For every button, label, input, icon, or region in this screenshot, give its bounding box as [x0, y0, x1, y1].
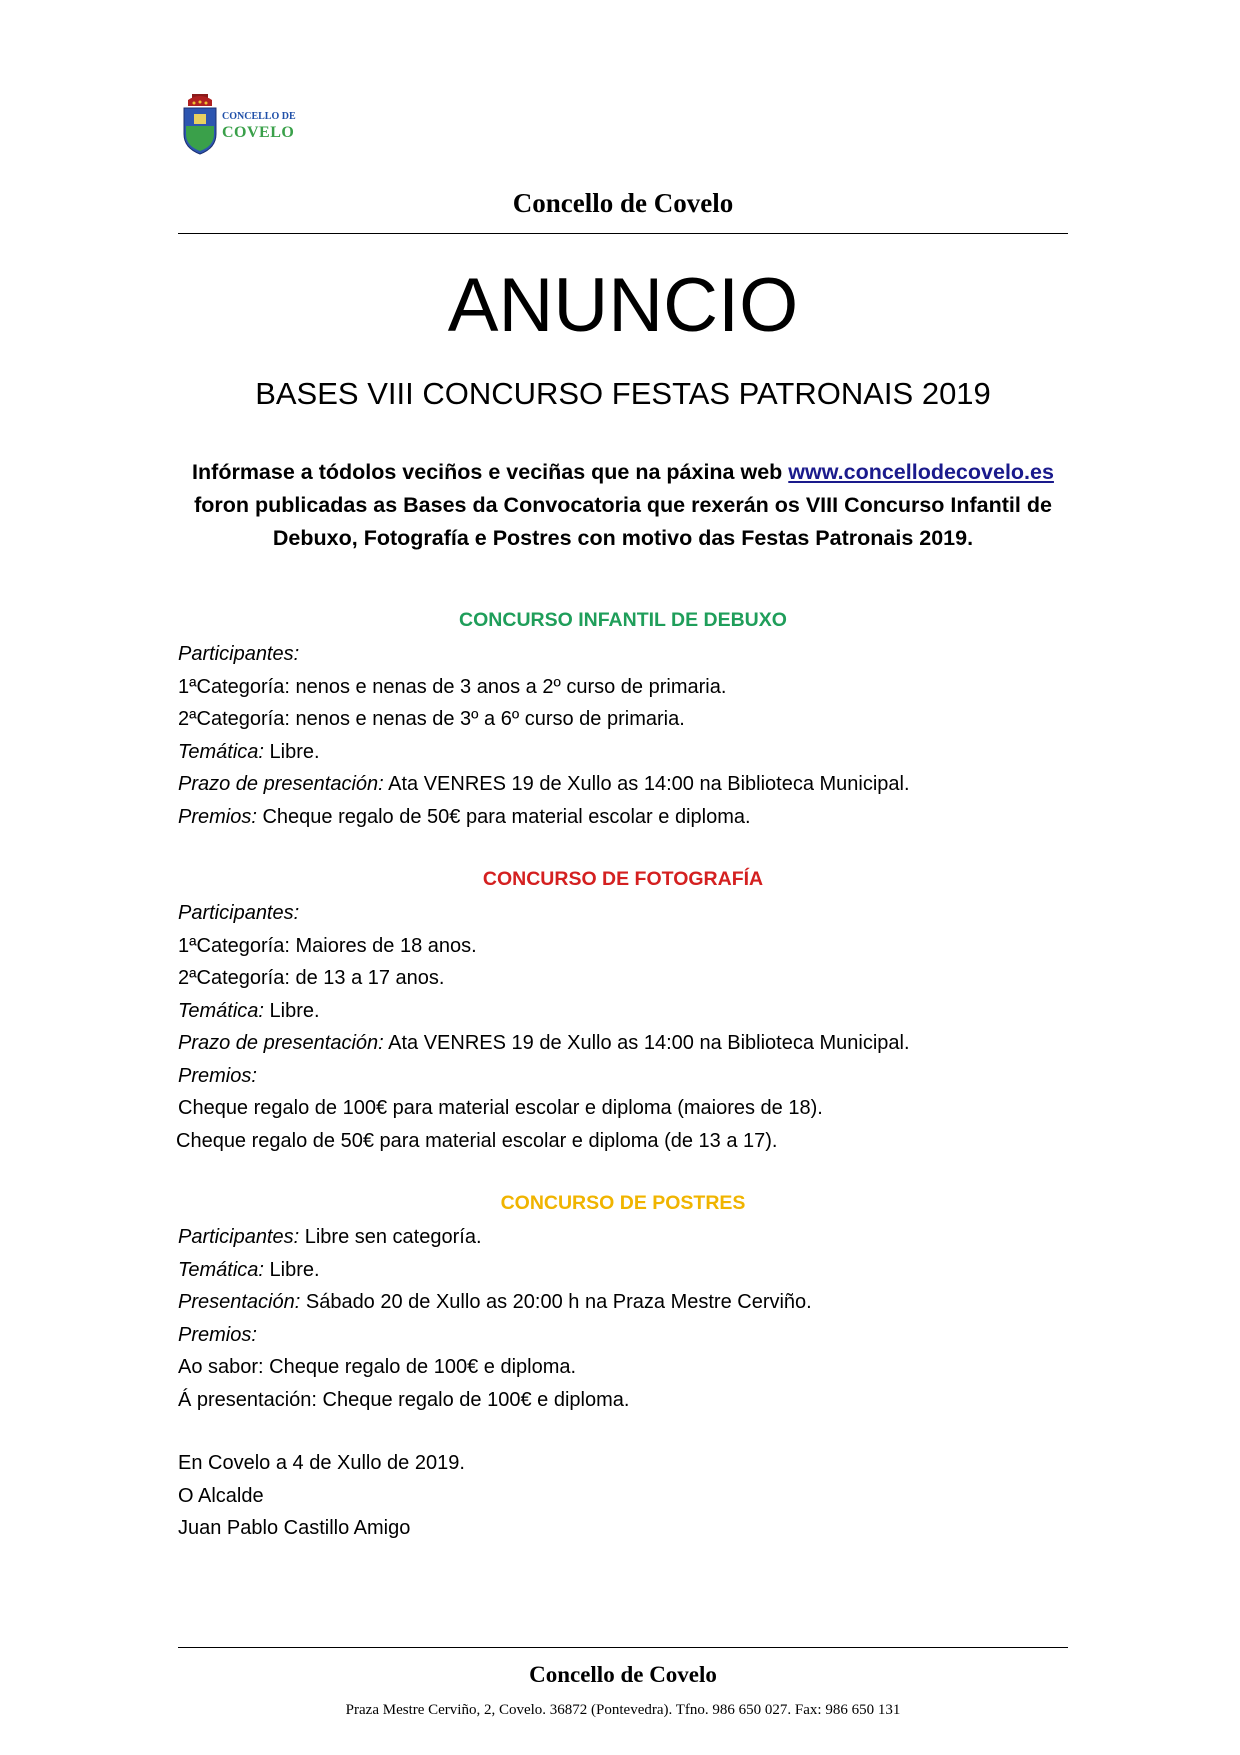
premio-2: Á presentación: Cheque regalo de 100€ e diploma. [178, 1388, 630, 1411]
tematica-label: Temática: [178, 740, 264, 763]
tematica-label: Temática: [178, 1258, 264, 1281]
website-link[interactable]: www.concellodecovelo.es [788, 460, 1054, 484]
presentacion-label: Presentación: [178, 1291, 301, 1313]
footer-address: Praza Mestre Cerviño, 2, Covelo. 36872 (Pontevedra). Tfno. 986 650 027. Fax: 986 650 131 [345, 1702, 901, 1718]
coat-of-arms-icon [180, 92, 220, 156]
premio-1: Cheque regalo de 100€ para material escolar e diploma (maiores de 18). [178, 1097, 823, 1119]
intro-text-end: foron publicadas as Bases da Convocatoria que rexerán os VIII Concurso Infantil de Debuxo, Fotografía e Postres con motivo das Festas Patronais 2019. [194, 493, 1052, 550]
footer-title: Concello de Covelo [529, 1662, 717, 1687]
participantes-label: Participantes: [178, 643, 300, 665]
premios-label: Premios: [178, 805, 257, 828]
section-body-postres [178, 1221, 1068, 1416]
tematica-label: Temática: [178, 999, 264, 1022]
premios-value: Cheque regalo de 50€ para material escolar e diploma. [256, 805, 751, 828]
header-title: Concello de Covelo [512, 188, 734, 218]
logo-text [222, 112, 296, 141]
tematica-value: Libre. [263, 740, 320, 763]
intro-text-start: Infórmase a tódolos veciños e veciñas que na páxina web [192, 460, 789, 484]
section-body-fotografia [178, 897, 1068, 1157]
category-1: 1ªCategoría: Maiores de 18 anos. [178, 934, 477, 957]
participantes-label: Participantes: [178, 902, 300, 924]
prazo-label: Prazo de presentación: [178, 773, 384, 795]
category-2: 2ªCategoría: de 13 a 17 anos. [178, 967, 445, 989]
page-subtitle: BASES VIII CONCURSO FESTAS PATRONAIS 2019 [255, 376, 991, 411]
header-divider [178, 233, 1068, 234]
category-1: 1ªCategoría: nenos e nenas de 3 anos a 2º curso de primaria. [178, 675, 727, 698]
intro-paragraph [178, 456, 1068, 555]
section-title-debuxo: CONCURSO INFANTIL DE DEBUXO [459, 609, 787, 631]
signature-date: En Covelo a 4 de Xullo de 2019. [178, 1452, 465, 1474]
premio-1: Ao sabor: Cheque regalo de 100€ e diploma. [178, 1356, 577, 1378]
page-title: ANUNCIO [447, 263, 799, 348]
signature-name: Juan Pablo Castillo Amigo [178, 1517, 411, 1539]
logo-line2: COVELO [222, 124, 295, 141]
prazo-value: Ata VENRES 19 de Xullo as 14:00 na Biblioteca Municipal. [383, 1032, 910, 1054]
participantes-value: Libre sen categoría. [299, 1226, 482, 1248]
tematica-value: Libre. [263, 999, 320, 1022]
prazo-label: Prazo de presentación: [178, 1032, 384, 1054]
logo-line1: CONCELLO DE [222, 111, 296, 122]
premio-2: Cheque regalo de 50€ para material escolar e diploma (de 13 a 17). [176, 1129, 778, 1152]
prazo-value: Ata VENRES 19 de Xullo as 14:00 na Biblioteca Municipal. [383, 773, 910, 795]
presentacion-value: Sábado 20 de Xullo as 20:00 h na Praza Mestre Cerviño. [300, 1291, 812, 1313]
premios-label: Premios: [178, 1323, 257, 1346]
council-logo [180, 92, 298, 168]
section-title-postres: CONCURSO DE POSTRES [500, 1192, 746, 1214]
category-2: 2ªCategoría: nenos e nenas de 3º a 6º curso de primaria. [178, 708, 685, 730]
participantes-label: Participantes: [178, 1226, 300, 1248]
section-body-debuxo [178, 638, 1068, 833]
premios-label: Premios: [178, 1064, 257, 1087]
tematica-value: Libre. [263, 1258, 320, 1281]
signature-role: O Alcalde [178, 1484, 264, 1507]
footer-divider [178, 1647, 1068, 1648]
section-title-fotografia: CONCURSO DE FOTOGRAFÍA [482, 868, 764, 890]
signature-block [178, 1447, 1068, 1545]
